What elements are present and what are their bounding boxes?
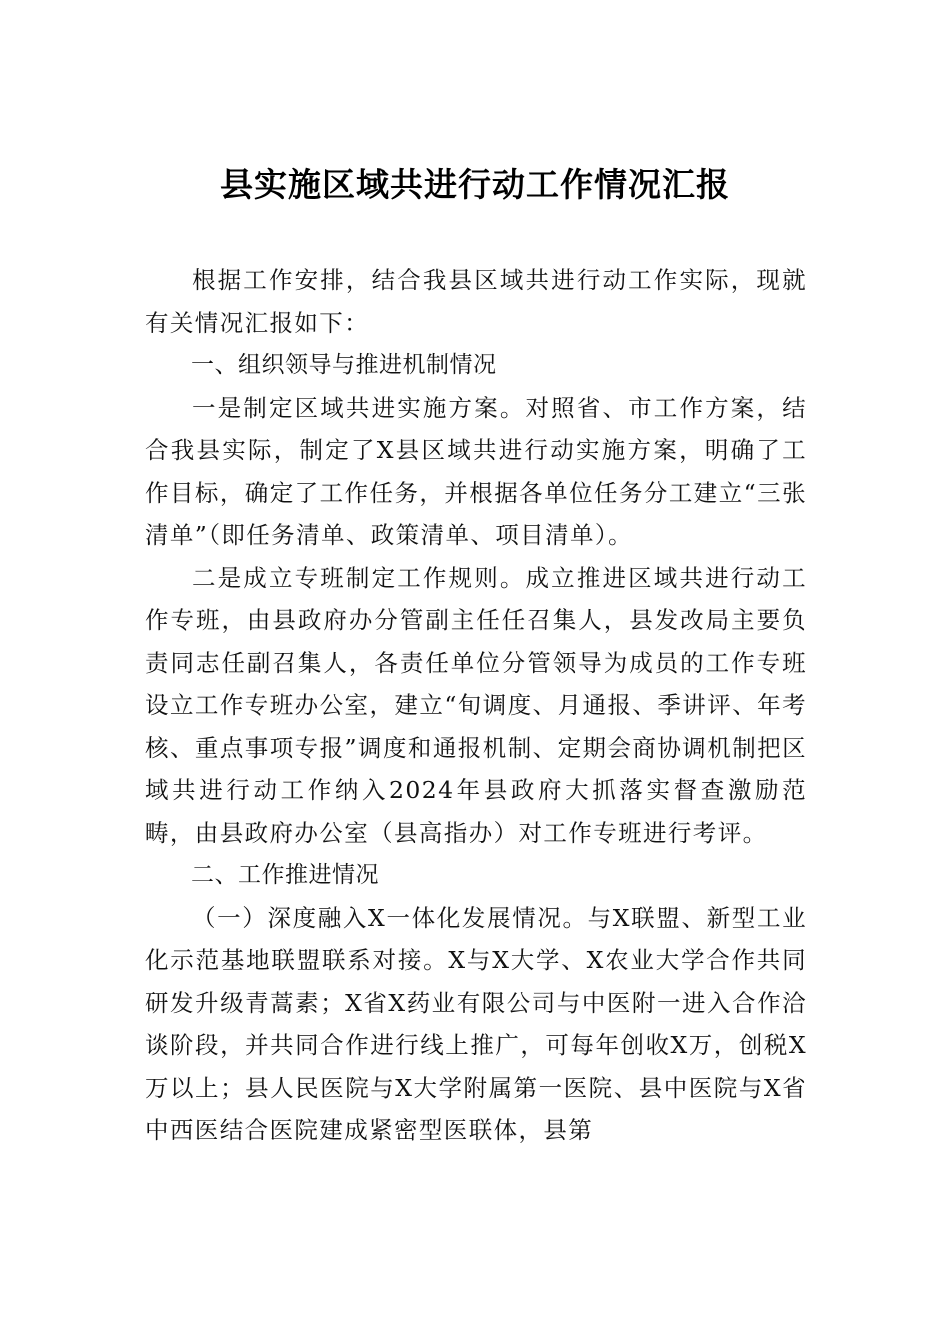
body-paragraph: 一是制定区域共进实施方案。对照省、市工作方案，结合我县实际，制定了X县区域共进行动实施方案，明确了工作目标，确定了工作任务，并根据各单位任务分工建立“三张清单”（即任务清单、政策清单、项目清单）。 [145,393,807,549]
intro-paragraph: 根据工作安排，结合我县区域共进行动工作实际，现就有关情况汇报如下： [145,266,807,337]
body-paragraph: （一）深度融入X一体化发展情况。与X联盟、新型工业化示范基地联盟联系对接。X与X大学、X农业大学合作共同研发升级青蒿素；X省X药业有限公司与中医附一进入合作洽谈阶段，并共同合作进行线上推广，可每年创收X万，创税X万以上；县人民医院与X大学附属第一医院、县中医院与X省中西医结合医院建成紧密型医联体，县第 [145,903,807,1144]
document-body [145,259,807,1152]
body-paragraph: 二是成立专班制定工作规则。成立推进区域共进行动工作专班，由县政府办分管副主任任召集人，县发改局主要负责同志任副召集人，各责任单位分管领导为成员的工作专班设立工作专班办公室，建立“旬调度、月通报、季讲评、年考核、重点事项专报”调度和通报机制、定期会商协调机制把区域共进行动工作纳入2024年县政府大抓落实督查激励范畴，由县政府办公室（县高指办）对工作专班进行考评。 [145,563,807,847]
section-heading-2: 二、工作推进情况 [191,862,379,888]
section-heading-1: 一、组织领导与推进机制情况 [191,352,497,378]
document-title: 县实施区域共进行动工作情况汇报 [220,165,730,204]
